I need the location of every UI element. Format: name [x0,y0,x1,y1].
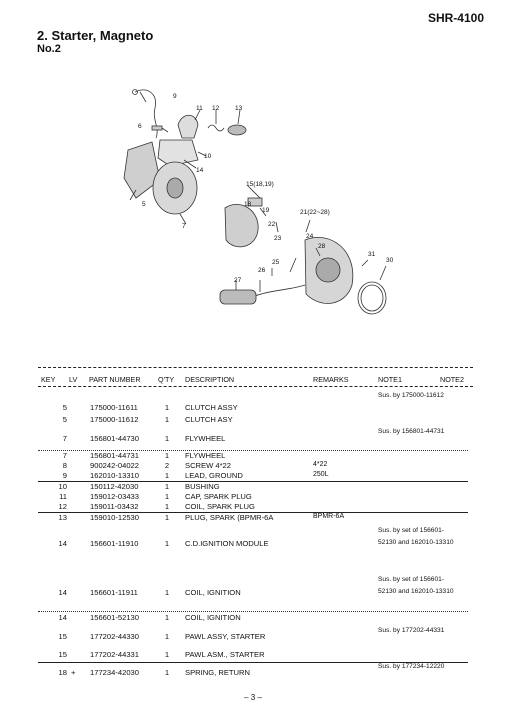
svg-text:18: 18 [244,201,252,208]
svg-text:13: 13 [235,105,243,112]
svg-text:15(18,19): 15(18,19) [246,181,274,188]
row-level: + [71,668,76,677]
row-part-number: 159011-03432 [90,502,139,511]
row-qty: 1 [164,492,170,501]
row-key: 13 [58,513,67,522]
page-number: – 3 – [244,693,262,702]
col-description: DESCRIPTION [185,375,235,384]
table-row [0,492,506,502]
svg-text:26: 26 [258,267,266,274]
row-qty: 1 [164,539,170,548]
screw-part [152,126,162,130]
svg-text:23: 23 [274,235,282,242]
row-qty: 1 [164,613,170,622]
row-qty: 1 [164,502,170,511]
row-description: FLYWHEEL [185,434,226,443]
row-key: 14 [58,613,67,622]
row-qty: 1 [164,451,170,460]
row-qty: 1 [164,471,170,480]
row-note1: Sus. by 156801-44731 [378,428,445,435]
col-note2: NOTE2 [440,375,464,384]
table-row [0,461,506,471]
row-key: 14 [58,588,67,597]
plug-cap-part [178,115,198,138]
gasket-part [358,282,386,314]
row-qty: 2 [164,461,170,470]
row-key: 15 [58,632,67,641]
row-part-number: 156601-11910 [90,539,139,548]
svg-text:22: 22 [268,221,276,228]
parts-table [0,387,506,689]
section-title: 2. Starter, Magneto [37,28,154,43]
row-part-number: 159012-03433 [90,492,139,501]
svg-text:25: 25 [272,259,280,266]
svg-text:28: 28 [318,243,326,250]
svg-text:7: 7 [182,223,186,230]
row-description: CAP, SPARK PLUG [185,492,252,501]
row-part-number: 156801-44731 [90,451,139,460]
row-key: 8 [62,461,67,470]
table-row [0,502,506,512]
row-note1: Sus. by set of 156601-52130 and 162010-13310 [378,527,454,546]
plug-coil-part [208,125,224,131]
svg-text:30: 30 [386,257,394,264]
table-row [0,415,506,426]
row-key: 11 [59,492,67,501]
starter-rope-part [255,285,305,296]
row-qty: 1 [164,588,170,597]
row-description: PAWL ASSY, STARTER [185,632,266,641]
row-key: 7 [62,434,67,443]
row-description: C.D.IGNITION MODULE [185,539,269,548]
col-note1: NOTE1 [378,375,402,384]
row-part-number: 156601-11911 [90,588,138,597]
table-row [0,471,506,481]
svg-text:14: 14 [196,167,204,174]
svg-text:11: 11 [196,105,203,112]
svg-text:27: 27 [234,277,242,284]
table-row [0,426,506,450]
row-part-number: 162010-13310 [90,471,139,480]
svg-text:9: 9 [173,93,177,100]
row-description: CLUTCH ASSY [185,403,238,412]
row-part-number: 156801-44730 [90,434,139,443]
table-top-rule [38,367,473,368]
col-key: KEY [41,375,56,384]
row-key: 12 [58,502,67,511]
row-key: 5 [62,403,67,412]
table-row [0,624,506,650]
table-row [0,663,506,689]
row-note1: Sus. by 177234-12220 [378,663,445,670]
starter-pulley-part [225,204,258,246]
section-number: No.2 [37,43,61,55]
row-part-number: 150112-42030 [90,482,139,491]
row-remarks: BPMR-6A [313,513,345,520]
col-lv: LV [69,375,78,384]
table-row [0,387,506,415]
row-part-number: 159010-12530 [90,513,139,522]
svg-text:31: 31 [368,251,376,258]
row-description: BUSHING [185,482,220,491]
spark-plug-part [228,125,246,135]
row-description: PLUG, SPARK (BPMR-6A [185,513,274,522]
svg-text:6: 6 [138,123,142,130]
row-qty: 1 [164,513,170,522]
row-key: 7 [62,451,67,460]
row-part-number: 156601-52130 [90,613,139,622]
ground-lead-part [135,90,157,138]
table-row [0,566,506,611]
row-note1: Sus. by 175000-11612 [378,392,444,399]
row-key: 14 [58,539,67,548]
row-description: LEAD, GROUND [185,471,243,480]
row-key: 5 [62,415,67,424]
svg-text:19: 19 [262,207,270,214]
row-qty: 1 [164,434,170,443]
row-description: FLYWHEEL [185,451,226,460]
table-row [0,523,506,566]
row-remarks: 250L [313,471,329,478]
row-description: COIL, IGNITION [185,588,241,597]
row-description: SPRING, RETURN [185,668,250,677]
row-qty: 1 [164,632,170,641]
table-row [0,482,506,492]
table-row [0,612,506,624]
row-qty: 1 [164,415,170,424]
row-key: 9 [62,471,67,480]
row-qty: 1 [164,482,170,491]
col-remarks: REMARKS [313,375,349,384]
row-remarks: 4*22 [313,461,328,468]
row-key: 18 [58,668,67,677]
col-qty: Q'TY [158,375,175,384]
row-key: 10 [58,482,67,491]
row-key: 15 [58,650,67,659]
row-part-number: 177234-42030 [90,668,139,677]
row-part-number: 177202-44330 [90,632,139,641]
row-note1: Sus. by 177202-44331 [378,627,445,634]
row-note1: Sus. by set of 156601-52130 and 162010-13310 [378,576,454,595]
col-part-number: PART NUMBER [89,375,141,384]
row-part-number: 175000-11611 [90,403,138,412]
svg-text:12: 12 [212,105,220,112]
svg-text:24: 24 [306,233,314,240]
model-number: SHR-4100 [427,11,484,25]
row-description: CLUTCH ASY [185,415,233,424]
svg-text:5: 5 [142,201,146,208]
row-qty: 1 [164,403,170,412]
row-description: PAWL ASM., STARTER [185,650,265,659]
exploded-parts-diagram [100,80,410,350]
row-description: SCREW 4*22 [185,461,232,470]
row-description: COIL, SPARK PLUG [185,502,255,511]
row-part-number: 900242-04022 [90,461,139,470]
table-row [0,451,506,461]
row-qty: 1 [164,668,170,677]
row-qty: 1 [164,650,170,659]
svg-text:21(22~28): 21(22~28) [300,209,330,216]
row-part-number: 175000-11612 [90,415,139,424]
row-part-number: 177202-44331 [90,650,139,659]
starter-handle-part [220,290,256,304]
svg-text:10: 10 [204,153,212,160]
row-description: COIL, IGNITION [185,613,241,622]
table-row [0,513,506,523]
